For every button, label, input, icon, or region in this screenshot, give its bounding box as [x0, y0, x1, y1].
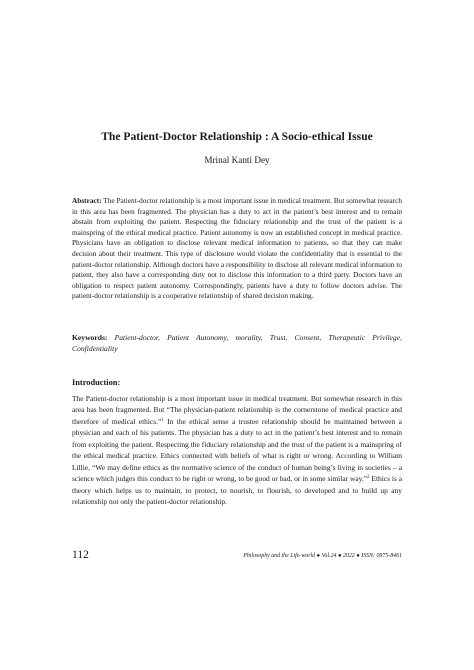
footnote-marker-2[interactable]: 2 [367, 475, 370, 481]
journal-citation-footer: Philosophy and the Life-world ● Vol.24 ● 2022 ● ISSN: 0975-8461 [243, 553, 402, 559]
introduction-paragraph [72, 393, 402, 508]
keywords-paragraph [72, 332, 402, 354]
introduction-heading: Introduction: [72, 378, 121, 387]
keywords-label: Keywords: [72, 333, 108, 342]
article-title: The Patient-Doctor Relationship : A Socio-ethical Issue [101, 130, 373, 143]
abstract-text: The Patient-doctor relationship is a most important issue in medical treatment. But somewhat research in this area has been fragmented. The physician has a duty to act in the patient’s best interest and to remain abstain from exploiting the patient. Respecting the fiduciary relationship and the trust of the patient is a mainspring of the ethical medical practice. Patient autonomy is now an established concept in medical practice. Physicians have an obligation to disclose relevant medical information to patients, so that they can make decision about their treatment. This type of disclosure would violate the confidentiality that is essential to the patient-doctor relationship. Although doctors have a responsibility to disclose all relevant medical information to patient, they also have a corresponding duty not to disclose this information to a third party. Doctors have an obligation to respect patient autonomy. Correspondingly, patients have a duty to follow doctors advise. The patient-doctor relationship is a cooperative relationship of shared decision making. [72, 196, 402, 301]
abstract-label: Abstract: [72, 196, 102, 205]
introduction-text-part-3: Ethics is a theory which helps us to maintain, to protect, to nourish, to flourish, to developed and to build up any relationship not only the patient-doctor relationship. [72, 474, 403, 507]
footnote-marker-1[interactable]: 1 [161, 417, 164, 423]
introduction-text-part-2: In the ethical sense a trustee relationship should be maintained between a physician and each of his patients. The physician has a duty to act in the patient’s best interest and to remain from exploiting the patient. Respecting the fiduciary relationship and the trust of the patient is a mainspring of the ethical medical practice. Ethics connected with beliefs of what is right or wrong. According to William Lillie, “We may define ethics as the normative science of the conduct of human being’s living in societies – a science which judges this conduct to be right or wrong, to be good or bad, or in some similar way.” [72, 416, 402, 484]
introduction-text-part-1: The Patient-doctor relationship is a most important issue in medical treatment. But somewhat research in this area has been fragmented. But “The physician-patient relationship is the cornerstone of medical practice and therefore of medical ethics.” [72, 394, 402, 426]
page-number: 112 [72, 549, 89, 561]
abstract-paragraph [72, 196, 402, 302]
keywords-text: Patient-doctor, Patient Autonomy, morality, Trust, Consent, Therapeutic Privilege, Confidentiality [72, 333, 402, 353]
author-name: Mrinal Kanti Dey [204, 155, 270, 165]
